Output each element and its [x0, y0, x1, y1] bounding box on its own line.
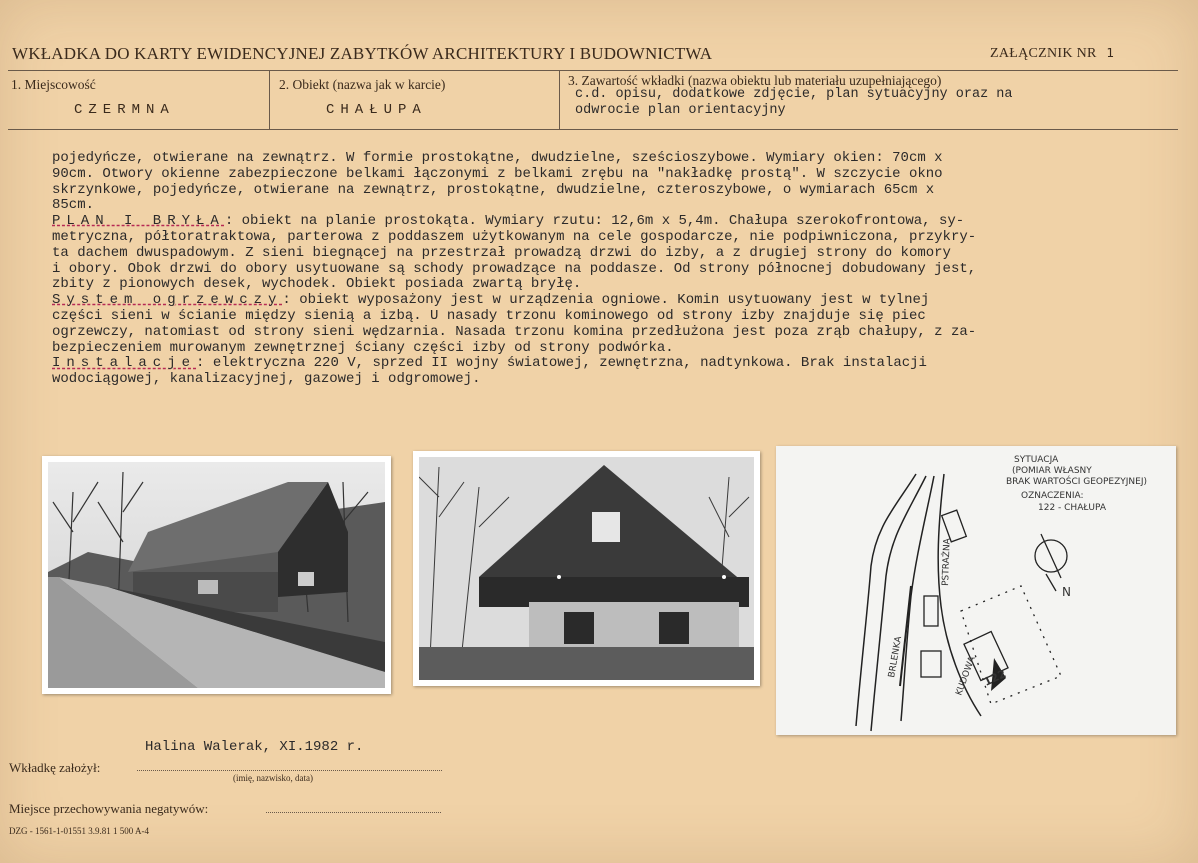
map-note-1: SYTUACJA: [1014, 455, 1059, 465]
attachment-number: 1: [1106, 46, 1115, 60]
field-divider-2: [559, 70, 560, 129]
header-top-rule: [8, 70, 1178, 71]
place-value: CZERMNA: [74, 102, 175, 118]
object-value: CHAŁUPA: [326, 102, 427, 118]
section-text-plan: : obiekt na planie prostokąta. Wymiary rzutu: 12,6m x 5,4m. Chałupa szerokofrontowa, sy- metryczna, półtoratraktowa, parterowa z poddaszem użytkowanym na cele gospodarcze, nie podpiwniczona, przykry- ta dachem dwuspadowym. Z sieni biegnącej na przestrzał prowadzą drzwi do izby, a z drugiej strony do komory i obory. Obok drzwi do obory usytuowane są schody prowadzące na poddasze. Od strony północnej dobudowany jest, zbity z pionowych desek, wychodek. Obiekt posiada zwartą bryłę.: [52, 213, 977, 293]
map-note-2: (POMIAR WŁASNY: [1012, 466, 1092, 476]
field-divider-1: [269, 70, 270, 129]
author-line: [137, 770, 442, 771]
section-text-heating: : obiekt wyposażony jest w urządzenia ogniowe. Komin usytuowany jest w tylnej części sieni w ścianie między sienią a izbą. U nasady trzonu kominowego od strony izby znajduje się piec ogrzewczy, natomiast od strony sieni wędzarnia. Nasada trzonu komina przedłużona jest poza zrąb chałupy, z za- bezpieczeniem murowanym zewnętrznej ściany części izby od strony podwórka.: [52, 292, 977, 356]
description-text: [52, 151, 1182, 388]
place-label: 1. Miejscowość: [11, 77, 96, 92]
description-paragraph-1: pojedyńcze, otwierane na zewnątrz. W formie prostokątne, dwudzielne, sześcioszybowe. Wymiary okien: 70cm x 90cm. Otwory okienne zabezpieczone belkami łączonymi z belkami zrębu na "nakładkę prostą". W szczycie okno skrzynkowe, pojedyńcze, otwierane na zewnątrz, prostokątne, dwudzielne, czteroszybowe, o wymiarach 65cm x 85cm.: [52, 150, 943, 214]
situation-plan-drawing: [776, 446, 1176, 735]
attachment-label: [990, 46, 1114, 62]
header-bottom-rule: [8, 129, 1178, 130]
map-north-label: N: [1062, 585, 1071, 599]
content-value-line-1: c.d. opisu, dodatkowe zdjęcie, plan sytuacyjny oraz na: [575, 87, 1013, 102]
content-value: [575, 87, 1145, 119]
content-label: 3. Zawartość wkładki (nazwa obiektu lub materiału uzupełniającego): [568, 73, 942, 88]
photo-house-front: [413, 451, 760, 686]
map-note-3: BRAK WARTOŚCI GEOPEZYJNEJ): [1006, 477, 1147, 487]
map-street-2: PSTRAŻNA: [941, 538, 953, 587]
content-value-line-2: odwrocie plan orientacyjny: [575, 103, 786, 118]
map-note-5: 122 - CHAŁUPA: [1038, 503, 1107, 513]
author-value: Halina Walerak, XI.1982 r.: [145, 739, 364, 755]
photo-road-view-image: [48, 462, 385, 688]
print-code: DZG - 1561-1-01551 3.9.81 1 500 A-4: [9, 826, 149, 836]
situation-plan-map: [776, 446, 1176, 735]
map-house-number: 122: [981, 667, 1009, 689]
author-label: Wkładkę założył:: [9, 760, 101, 775]
photo-road-view: [42, 456, 391, 694]
negatives-line: [266, 812, 441, 813]
object-label: 2. Obiekt (nazwa jak w karcie): [279, 77, 446, 92]
section-heading-installations: Instalacje: [52, 355, 197, 372]
map-street-3: KUDOWA: [954, 655, 978, 698]
document-title: WKŁADKA DO KARTY EWIDENCYJNEJ ZABYTKÓW ARCHITEKTURY I BUDOWNICTWA: [12, 44, 713, 63]
map-note-4: OZNACZENIA:: [1021, 491, 1084, 501]
attachment-label-text: ZAŁĄCZNIK NR: [990, 46, 1097, 61]
section-heading-plan: PLAN I BRYŁA: [52, 213, 225, 230]
section-heading-heating: System ogrzewczy: [52, 292, 283, 309]
author-hint: (imię, nazwisko, data): [233, 773, 313, 783]
negatives-label: Miejsce przechowywania negatywów:: [9, 801, 209, 816]
photo-house-front-image: [419, 457, 754, 680]
map-street-1: BRLENKA: [887, 635, 905, 679]
section-text-installations: : elektryczna 220 V, sprzed II wojny światowej, zewnętrzna, nadtynkowa. Brak instalacji wodociągowej, kanalizacyjnej, gazowej i odgromowej.: [52, 355, 927, 388]
